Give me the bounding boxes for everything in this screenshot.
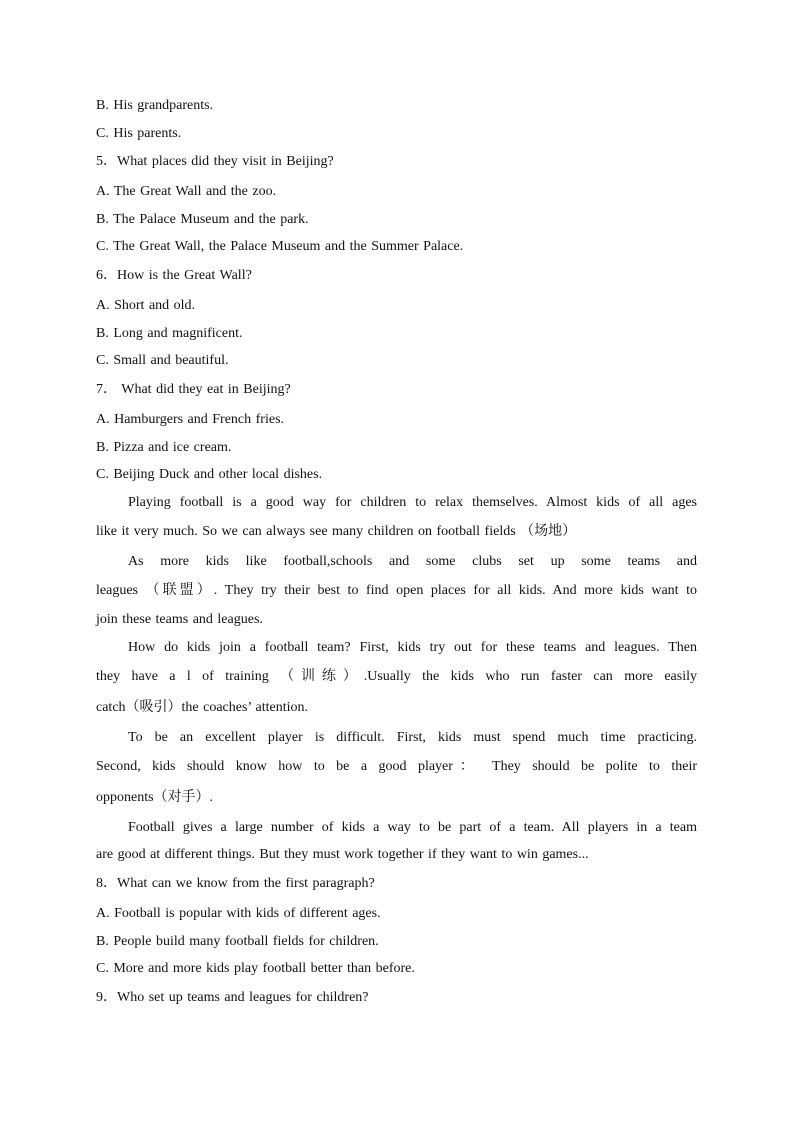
passage-p2-line1: As more kids like football,schools and some clubs set up some teams and — [128, 554, 697, 569]
option-8a: A. Football is popular with kids of different ages. — [96, 906, 381, 921]
option-7b: B. Pizza and ice cream. — [96, 440, 232, 455]
option-6c: C. Small and beautiful. — [96, 353, 229, 368]
passage-p1-line2: like it very much. So we can always see many children on football fields （场地） — [96, 524, 577, 539]
question-6: 6．How is the Great Wall? — [96, 268, 252, 283]
passage-p4-line1: To be an excellent player is difficult. First, kids must spend much time practicing. — [128, 730, 697, 745]
question-7: 7． What did they eat in Beijing? — [96, 382, 291, 397]
passage-p3-line3: catch（吸引）the coaches’ attention. — [96, 700, 309, 715]
option-5c: C. The Great Wall, the Palace Museum and the Summer Palace. — [96, 239, 464, 254]
passage-p5-line1: Football gives a large number of kids a way to be part of a team. All players in a team — [128, 820, 697, 835]
passage-p5-line2: are good at different things. But they must work together if they want to win games... — [96, 847, 589, 862]
option-6a: A. Short and old. — [96, 298, 196, 313]
option-5a: A. The Great Wall and the zoo. — [96, 184, 277, 199]
option-5b: B. The Palace Museum and the park. — [96, 212, 309, 227]
question-5: 5．What places did they visit in Beijing? — [96, 154, 334, 169]
passage-p4-line2: Second, kids should know how to be a good player： They should be polite to their — [96, 759, 697, 774]
question-9: 9．Who set up teams and leagues for children? — [96, 990, 369, 1005]
option-4b: B. His grandparents. — [96, 98, 214, 113]
option-6b: B. Long and magnificent. — [96, 326, 243, 341]
passage-p3-line2: they have a l of training （训练）.Usually the kids who run faster can more easily — [96, 669, 697, 684]
question-8: 8．What can we know from the first paragraph? — [96, 876, 375, 891]
option-7c: C. Beijing Duck and other local dishes. — [96, 467, 323, 482]
option-8b: B. People build many football fields for children. — [96, 934, 379, 949]
passage-p2-line2: leagues （联盟）. They try their best to find open places for all kids. And more kids want to — [96, 583, 697, 598]
passage-p2-line3: join these teams and leagues. — [96, 612, 263, 627]
option-8c: C. More and more kids play football better than before. — [96, 961, 415, 976]
option-4c: C. His parents. — [96, 126, 182, 141]
passage-p3-line1: How do kids join a football team? First, kids try out for these teams and leagues. Then — [128, 640, 697, 655]
passage-p4-line3: opponents（对手）. — [96, 790, 214, 805]
passage-p1-line1: Playing football is a good way for children to relax themselves. Almost kids of all ages — [128, 495, 697, 510]
option-7a: A. Hamburgers and French fries. — [96, 412, 285, 427]
